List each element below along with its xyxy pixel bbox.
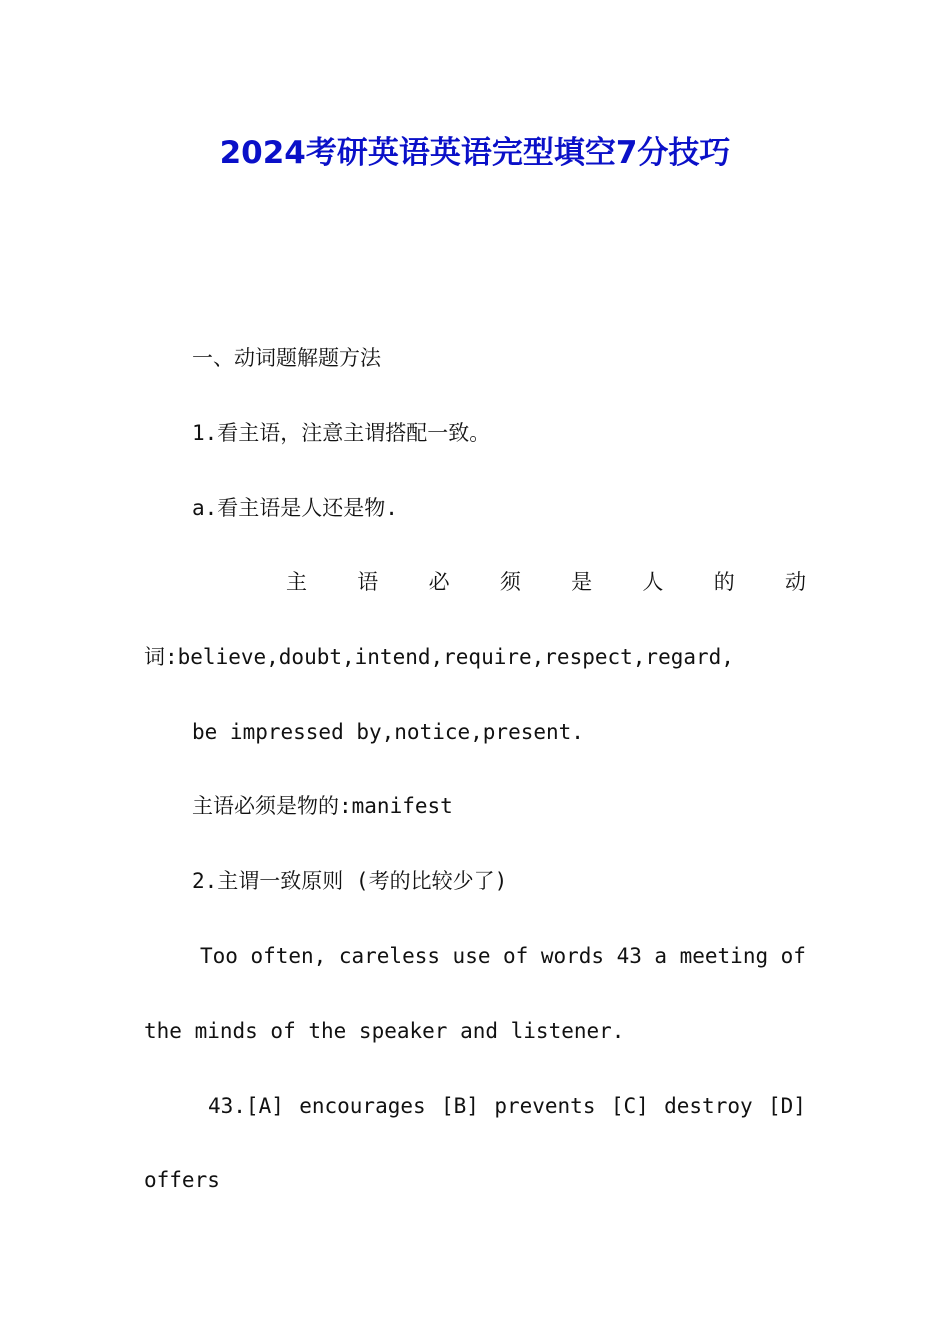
word: [B]	[441, 1094, 479, 1118]
word: 43.[A]	[208, 1094, 284, 1118]
justified-paragraph-line	[200, 941, 806, 971]
paragraph-line: 词:believe,doubt,intend,require,respect,regard,	[144, 645, 734, 669]
word: use	[452, 944, 491, 968]
paragraph-line: 1.看主语，注意主谓搭配一致。	[192, 421, 491, 445]
word: 主	[286, 570, 307, 594]
word: 动	[784, 570, 806, 594]
word: careless	[338, 944, 441, 968]
word: 43	[616, 944, 642, 968]
section-heading: 2.主谓一致原则 (考的比较少了)	[192, 869, 508, 893]
paragraph-line: be impressed by,notice,present.	[192, 720, 584, 744]
word: meeting	[679, 944, 769, 968]
word: 语	[357, 570, 379, 594]
word: prevents	[494, 1094, 596, 1118]
paragraph-line: offers	[144, 1168, 220, 1192]
word: a	[654, 944, 668, 968]
word: of	[503, 944, 529, 968]
justified-paragraph-line	[286, 567, 806, 597]
word: encourages	[299, 1094, 426, 1118]
word: 的	[713, 570, 735, 594]
word: 人	[642, 570, 664, 594]
word: destroy	[664, 1094, 753, 1118]
word: 须	[499, 570, 521, 594]
word: words	[540, 944, 605, 968]
paragraph-line: the minds of the speaker and listener.	[144, 1019, 625, 1043]
word: of	[780, 944, 806, 968]
word: 是	[571, 570, 593, 594]
word: [D]	[768, 1094, 806, 1118]
word: Too	[200, 944, 238, 968]
word: [C]	[610, 1094, 649, 1118]
section-heading: 一、动词题解题方法	[192, 346, 381, 370]
paragraph-line: a.看主语是人还是物.	[192, 496, 398, 520]
word: often,	[250, 944, 327, 968]
paragraph-line: 主语必须是物的:manifest	[192, 794, 453, 818]
justified-paragraph-line	[208, 1091, 806, 1121]
document-title: 2024考研英语英语完型填空7分技巧	[219, 135, 731, 171]
word: 必	[428, 570, 450, 594]
